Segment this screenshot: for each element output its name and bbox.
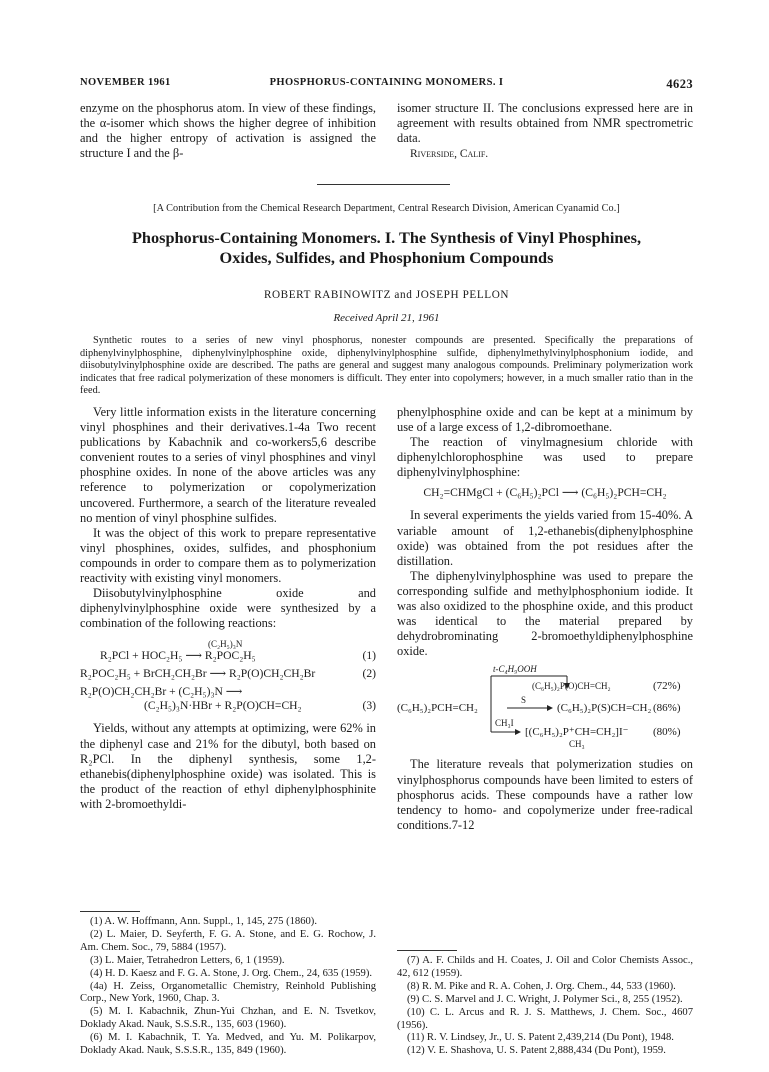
footnote: (5) M. I. Kabachnik, Zhun-Yui Chzhan, and E. N. Tsvetkov, Doklady Akad. Nauk, S.S.S.R., 135, 603 (1960). bbox=[80, 1006, 376, 1031]
footnote: (8) R. M. Pike and R. A. Cohen, J. Org. Chem., 44, 533 (1960). bbox=[407, 980, 676, 992]
equation-3a: R₂P(O)CH₂CH₂Br + (C₂H₅)₃N ⟶ bbox=[80, 685, 243, 699]
equation-3-number: (3) bbox=[362, 699, 376, 713]
prev-article-text-right: isomer structure II. The conclusions expressed here are in agreement with results obtained from NMR spectrometric data. bbox=[397, 101, 693, 146]
paragraph: The diphenylvinylphosphine was used to prepare the corresponding sulfide and methylphosphonium iodide. It was also oxidized to the phosphine oxide, and this product was identical to the material prepared by dehydrobrominating 2-bromoethyldiphenylphosphine oxide. bbox=[397, 568, 693, 659]
header-date: NOVEMBER 1961 bbox=[80, 77, 171, 88]
scheme-product-2: (C₆H₅)₂P(S)CH=CH₂ bbox=[557, 702, 652, 715]
abstract: Synthetic routes to a series of new vinyl phosphorus, nonester compounds are presented. Specifically the preparations of diphenylvinylphosphine, diphenylvinylphosphine oxide, diphenylvinylphosphine sulfide, diphenylmethylvinylphosphonium iodide, and diisobutylvinylphosphine oxide are described. The paths are general and suggest many analogous compounds. Preliminary polymerization work indicates that free radical polymerization of these monomers is difficult. They enter into copolymers; however, in a much smaller ratio than in the feed. bbox=[80, 335, 693, 397]
footnotes-right bbox=[397, 955, 693, 1058]
prev-article-left bbox=[80, 101, 376, 161]
footnote: (9) C. S. Marvel and J. C. Wright, J. Polymer Sci., 8, 255 (1952). bbox=[407, 993, 683, 1005]
footnote: (6) M. I. Kabachnik, T. Ya. Medved, and Yu. M. Polikarpov, Doklady Akad. Nauk, S.S.S.R., 135, 849 (1960). bbox=[80, 1032, 376, 1057]
equation-3 bbox=[80, 699, 376, 713]
footnote-rule bbox=[80, 911, 140, 912]
page-number: 4623 bbox=[666, 77, 693, 91]
paragraph: The reaction of vinylmagnesium chloride with diphenylchlorophosphine was used to prepare diphenylvinylphosphine: bbox=[397, 435, 693, 480]
scheme-reagent-top: t-C₄H₉OOH bbox=[493, 664, 537, 675]
footnote: (11) R. V. Lindsey, Jr., U. S. Patent 2,439,214 (Du Pont), 1948. bbox=[407, 1032, 674, 1044]
footnote: (3) L. Maier, Tetrahedron Letters, 6, 1 (1959). bbox=[90, 954, 285, 966]
equation-3-text: (C₂H₅)₃N·HBr + R₂P(O)CH=CH₂ bbox=[144, 699, 302, 713]
body-right-column bbox=[397, 405, 693, 833]
article-title bbox=[80, 228, 693, 268]
reaction-scheme bbox=[397, 664, 693, 750]
eq1-catalyst: (C₂H₅)₃N bbox=[208, 639, 243, 650]
received-date: Received April 21, 1961 bbox=[333, 312, 440, 324]
paragraph: Yields, without any attempts at optimizing, were 62% in the diphenyl case and 21% for the dibutyl, both based on R₂PCl. In the diphenyl synthesis, some 1,2-ethanebis(diphenylphosphine oxide) was isolated. This is the product of the reaction of ethyl diphenylphosphinite with 2-bromoethyldi- bbox=[80, 721, 376, 811]
footnote: (4a) H. Zeiss, Organometallic Chemistry, Reinhold Publishing Corp., New York, 1960, Chap. 3. bbox=[80, 980, 376, 1005]
paragraph: In several experiments the yields varied from 15-40%. A variable amount of 1,2-ethanebis(diphenylphosphine oxide) was obtained from the pot residues after the distillation. bbox=[397, 508, 693, 568]
paragraph: It was the object of this work to prepare representative vinyl phosphines, oxides, sulfides, and phosphonium compounds in order to compare them as to polymerization reactivity with existing vinyl monomers. bbox=[80, 525, 376, 586]
equation-1 bbox=[80, 649, 376, 663]
equation-1-number: (1) bbox=[362, 649, 376, 663]
scheme-start: (C₆H₅)₂PCH=CH₂ bbox=[397, 702, 478, 715]
paragraph: Diisobutylvinylphosphine oxide and diphenylvinylphosphine oxide were synthesized by a combination of the following reactions: bbox=[80, 586, 376, 631]
scheme-reagent-bottom: CH₃I bbox=[495, 718, 514, 729]
scheme-reagent-mid: S bbox=[521, 695, 527, 706]
equation-4: CH₂=CHMgCl + (C₆H₅)₂PCl ⟶ (C₆H₅)₂PCH=CH₂ bbox=[423, 486, 667, 500]
prev-article-right bbox=[397, 101, 693, 162]
paragraph: phenylphosphine oxide and can be kept at a minimum by use of a large excess of 1,2-dibromoethane. bbox=[397, 405, 693, 435]
scheme-product-1: (C₆H₅)₂P(O)CH=CH₂ bbox=[532, 681, 611, 692]
article-title-line2: Oxides, Sulfides, and Phosphonium Compounds bbox=[219, 248, 554, 267]
article-title-line1: Phosphorus-Containing Monomers. I. The Synthesis of Vinyl Phosphines, bbox=[131, 228, 642, 247]
equation-1-text: R₂PCl + HOC₂H₅ ⟶ R₂POC₂H₅ bbox=[100, 649, 256, 663]
scheme-bottom-arrowhead bbox=[515, 729, 521, 735]
footnote: (10) C. L. Arcus and R. J. S. Matthews, J. Chem. Soc., 4607 (1956). bbox=[397, 1006, 693, 1031]
footnote: (1) A. W. Hoffmann, Ann. Suppl., 1, 145, 275 (1860). bbox=[90, 916, 317, 927]
equation-2-text: R₂POC₂H₅ + BrCH₂CH₂Br ⟶ R₂P(O)CH₂CH₂Br bbox=[80, 667, 316, 681]
footnote: (2) L. Maier, D. Seyferth, F. G. A. Stone, and E. G. Rochow, J. Am. Chem. Soc., 79, 5884 (1957). bbox=[80, 928, 376, 953]
scheme-yield-3: (80%) bbox=[653, 726, 681, 739]
scheme-yield-1: (72%) bbox=[653, 680, 681, 693]
section-divider bbox=[317, 184, 450, 185]
paragraph: The literature reveals that polymerization studies on vinylphosphorus compounds have been limited to esters of phosphorus acids. These compounds have a rather low tendency to homo- and copolymerize under free-radical conditions.7-12 bbox=[397, 757, 693, 832]
equation-2 bbox=[80, 667, 376, 681]
body-left-column bbox=[80, 405, 376, 812]
header-title: PHOSPHORUS-CONTAINING MONOMERS. I bbox=[269, 77, 504, 88]
contribution-note: [A Contribution from the Chemical Research Department, Central Research Division, American Cyanamid Co.] bbox=[153, 203, 620, 214]
equation-2-number: (2) bbox=[362, 667, 376, 681]
running-head bbox=[80, 77, 693, 93]
footnote-rule bbox=[397, 950, 457, 951]
scheme-product-3-methyl: CH₃ bbox=[569, 739, 585, 750]
scheme-yield-2: (86%) bbox=[653, 702, 681, 715]
authors: ROBERT RABINOWITZ and JOSEPH PELLON bbox=[263, 289, 510, 301]
scheme-product-3: [(C₆H₅)₂P⁺CH=CH₂]I⁻ bbox=[525, 726, 629, 739]
prev-article-affiliation: Riverside, Calif. bbox=[410, 148, 489, 161]
paragraph: Very little information exists in the literature concerning vinyl phosphines and their derivatives.1-4a Two recent publications by Kabachnik and co-workers5,6 describe convenient routes to a series of vinyl phosphines and vinyl phosphine oxides. In none of the above articles was any reference to polymerization or copolymerization uncovered. Furthermore, a search of the literature revealed no mention of vinyl phosphine sulfides. bbox=[80, 405, 376, 525]
footnote: (4) H. D. Kaesz and F. G. A. Stone, J. Org. Chem., 24, 635 (1959). bbox=[90, 967, 373, 979]
footnote: (7) A. F. Childs and H. Coates, J. Oil and Color Chemists Assoc., 42, 612 (1959). bbox=[397, 955, 693, 979]
prev-article-text-left: enzyme on the phosphorus atom. In view of these findings, the α-isomer which shows the higher degree of inhibition and the higher entropy of activation is assigned the structure I and the β- bbox=[80, 101, 376, 161]
scheme-mid-arrowhead bbox=[547, 705, 553, 711]
footnotes-left bbox=[80, 916, 376, 1058]
footnote: (12) V. E. Shashova, U. S. Patent 2,888,434 (Du Pont), 1959. bbox=[407, 1045, 666, 1057]
